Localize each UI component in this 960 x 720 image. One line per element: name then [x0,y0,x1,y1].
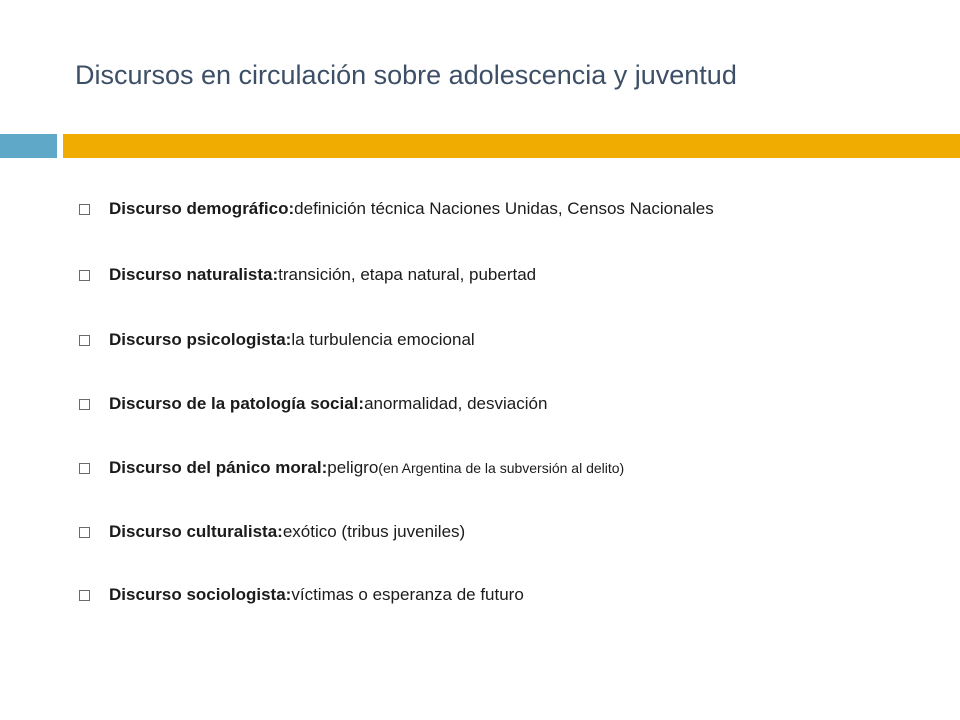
item-term: Discurso psicologista [109,330,286,349]
slide-title: Discursos en circulación sobre adolescencia y juventud [75,60,737,90]
square-bullet-icon [79,527,90,538]
item-description: anormalidad, desviación [364,394,548,413]
list-item [75,582,524,608]
item-term: Discurso de la patología social [109,394,359,413]
list-item [75,519,465,545]
square-bullet-icon [79,590,90,601]
item-term: Discurso naturalista [109,265,273,284]
item-separator: : [288,199,295,218]
square-bullet-icon [79,204,90,215]
square-bullet-icon [79,463,90,474]
item-separator: : [285,585,292,604]
list-item [75,262,536,288]
item-term: Discurso sociologista [109,585,286,604]
square-bullet-icon [79,335,90,346]
square-bullet-icon [79,399,90,410]
list-item [75,327,475,353]
item-separator: : [277,522,283,541]
accent-bar-orange [63,134,960,158]
list-item [75,455,624,481]
item-separator: : [272,265,279,284]
item-term: Discurso demográfico [109,199,289,218]
item-description: víctimas o esperanza de futuro [291,585,524,604]
item-separator: : [321,458,328,477]
item-description: la turbulencia emocional [291,330,475,349]
item-note: (en Argentina de la subversión al delito) [378,460,625,476]
item-separator: : [285,330,292,349]
square-bullet-icon [79,270,90,281]
list-item [75,196,714,222]
accent-bar-blue [0,134,57,158]
item-term: Discurso del pánico moral [109,458,322,477]
item-description: peligro [327,458,379,477]
item-description: exótico (tribus juveniles) [282,522,466,541]
item-term: Discurso culturalista [109,522,278,541]
list-item [75,391,547,417]
item-description: transición, etapa natural, pubertad [278,265,537,284]
item-description: definición técnica Naciones Unidas, Censos Nacionales [294,199,714,218]
item-separator: : [358,394,365,413]
